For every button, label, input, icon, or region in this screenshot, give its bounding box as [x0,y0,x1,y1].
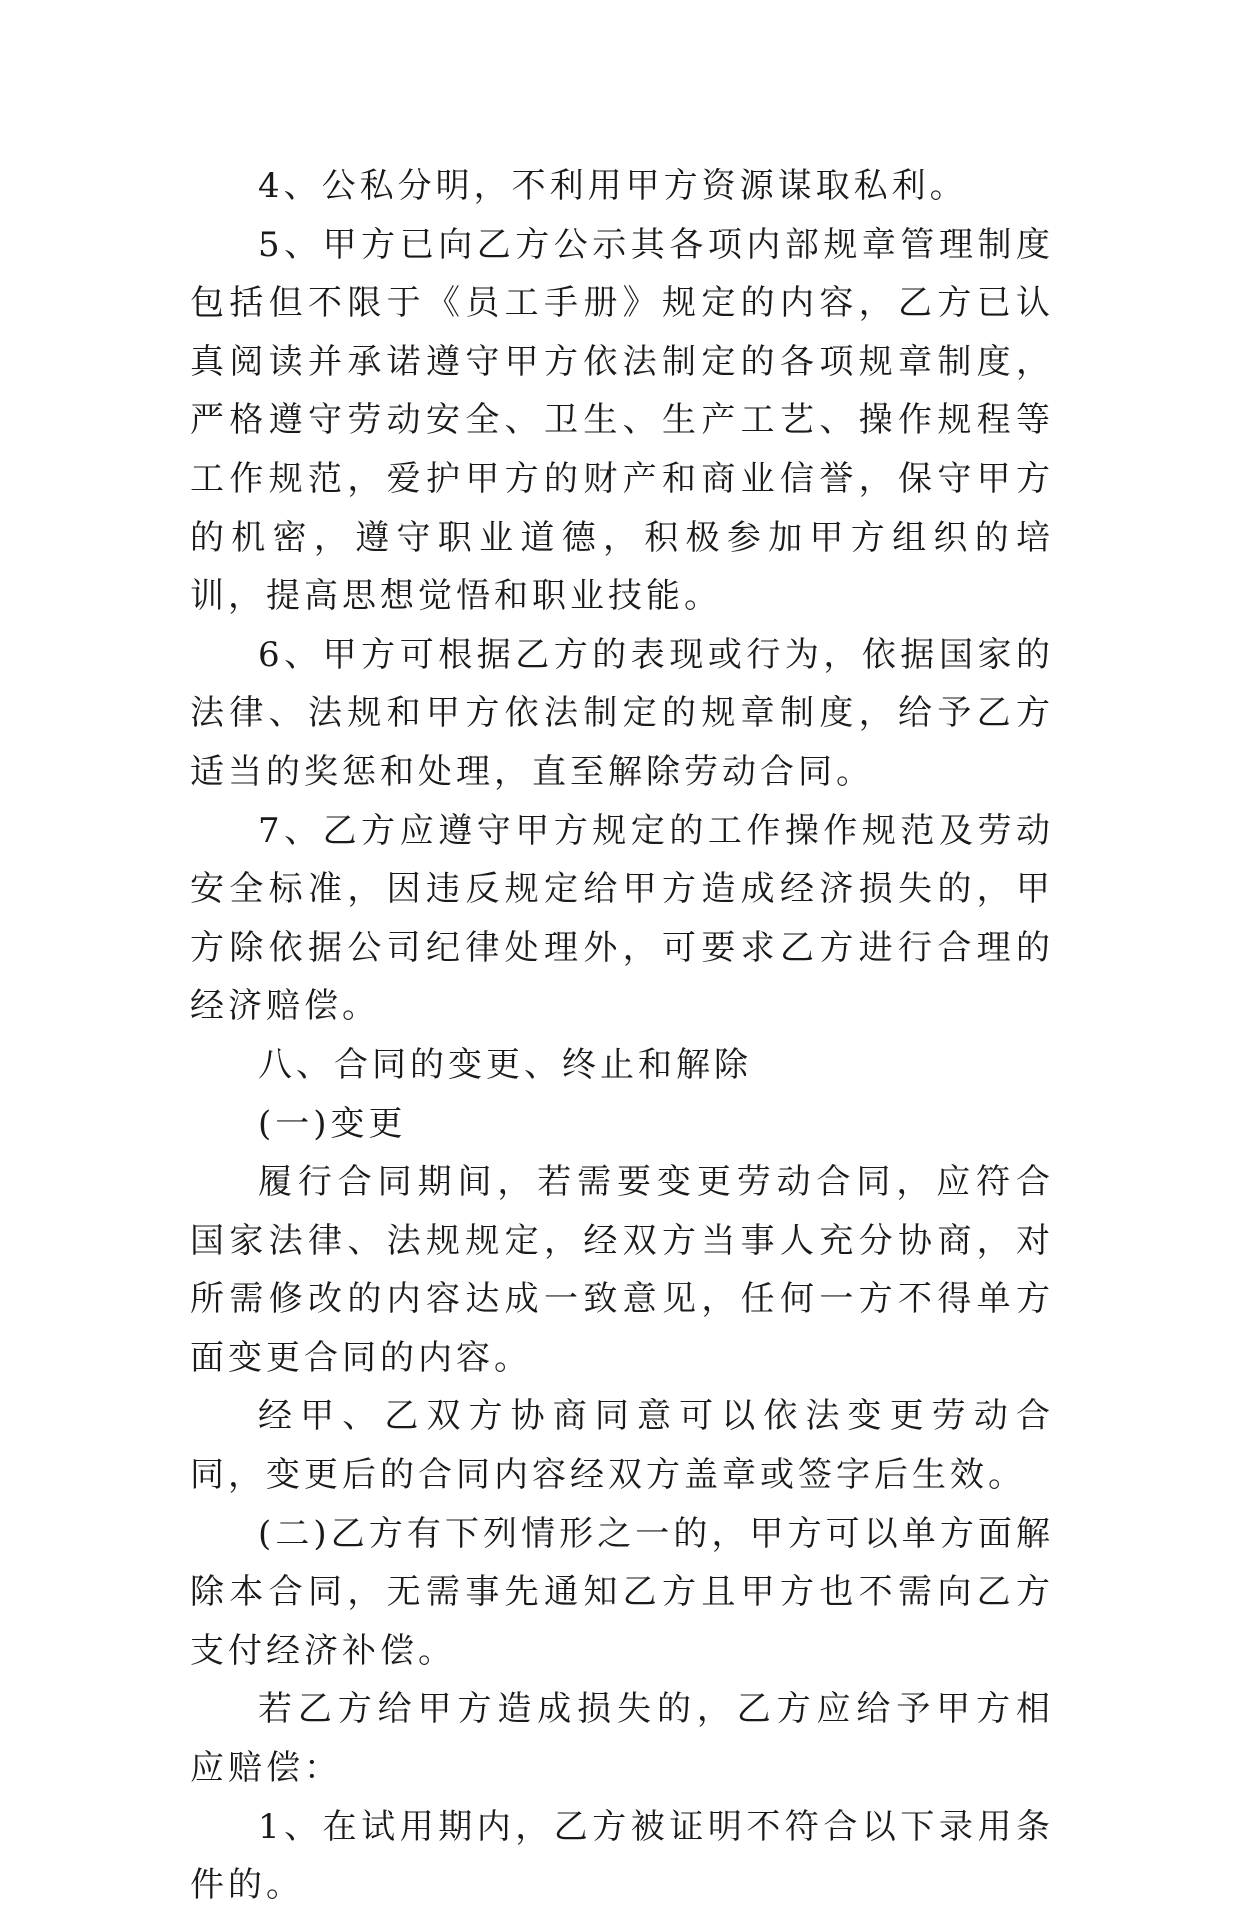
paragraph-change-terms: 履行合同期间，若需要变更劳动合同，应符合国家法律、法规规定，经双方当事人充分协商，对所需修改的内容达成一致意见，任何一方不得单方面变更合同的内容。 [190,1162,1054,1378]
paragraph-clause-6: 6、甲方可根据乙方的表现或行为，依据国家的法律、法规和甲方依法制定的规章制度，给予乙方适当的奖惩和处理，直至解除劳动合同。 [190,634,1054,792]
paragraph-clause-5: 5、甲方已向乙方公示其各项内部规章管理制度包括但不限于《员工手册》规定的内容，乙方已认真阅读并承诺遵守甲方依法制定的各项规章制度，严格遵守劳动安全、卫生、生产工艺、操作规程等工作规范，爱护甲方的财产和商业信誉，保守甲方的机密，遵守职业道德，积极参加甲方组织的培训，提高思想觉悟和职业技能。 [190,224,1054,617]
subsection-heading-1: (一)变更 [258,1103,407,1144]
document-body [190,157,1054,1915]
paragraph-item-1: 1、在试用期内，乙方被证明不符合以下录用条件的。 [190,1806,1054,1906]
paragraph-compensation: 若乙方给甲方造成损失的，乙方应给予甲方相应赔偿： [190,1689,1054,1789]
section-heading-8: 八、合同的变更、终止和解除 [258,1044,752,1085]
paragraph-clause-7: 7、乙方应遵守甲方规定的工作操作规范及劳动安全标准，因违反规定给甲方造成经济损失的，甲方除依据公司纪律处理外，可要求乙方进行合理的经济赔偿。 [190,810,1054,1027]
paragraph-clause-4: 4、公私分明，不利用甲方资源谋取私利。 [258,166,968,206]
paragraph-change-effect: 经甲、乙双方协商同意可以依法变更劳动合同，变更后的合同内容经双方盖章或签字后生效。 [190,1396,1054,1496]
subsection-heading-2: (二)乙方有下列情形之一的，甲方可以单方面解除本合同，无需事先通知乙方且甲方也不需向乙方支付经济补偿。 [190,1513,1054,1671]
